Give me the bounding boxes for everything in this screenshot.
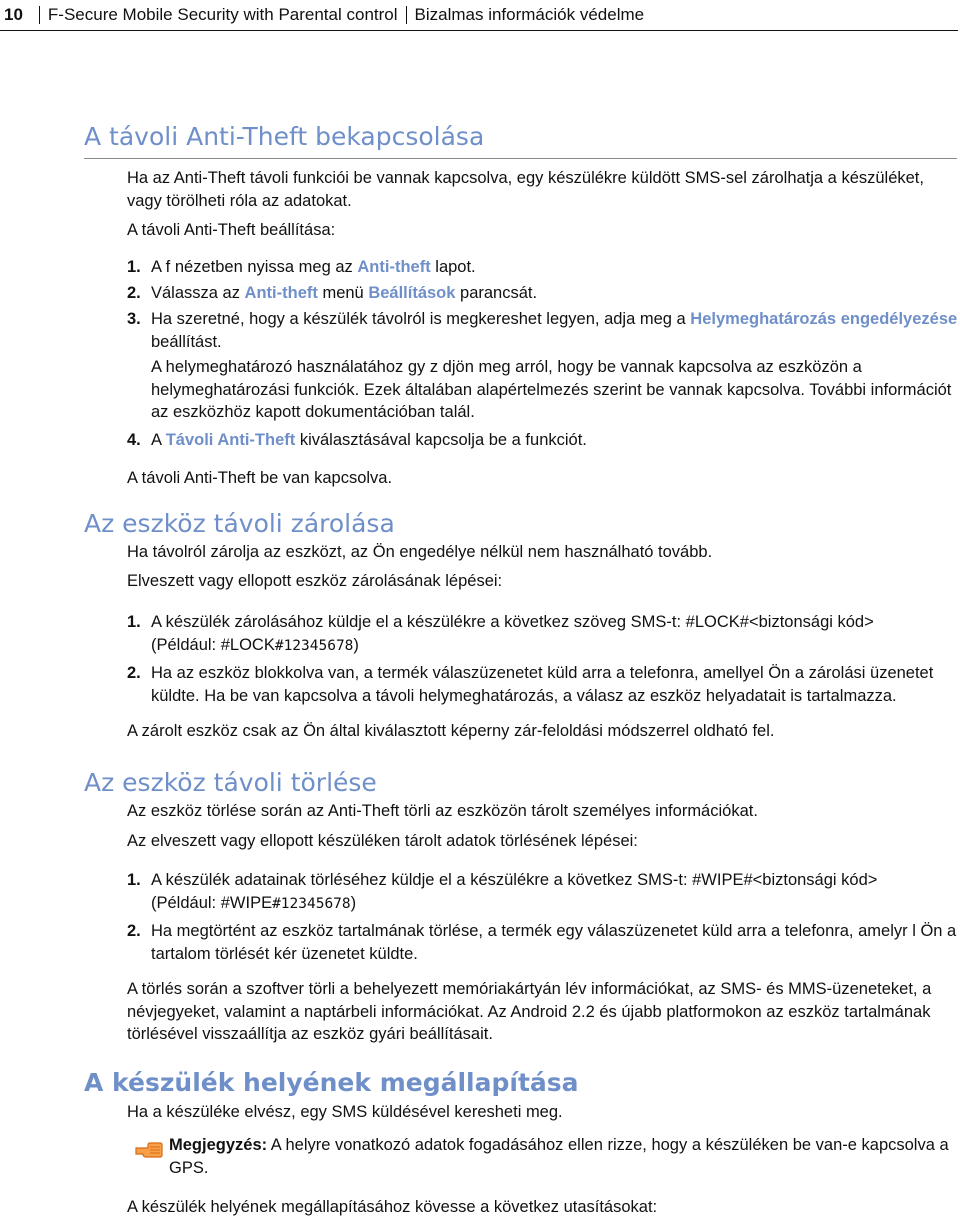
sms-example-code: #12345678	[274, 637, 354, 654]
paragraph: Ha távolról zárolja az eszközt, az Ön engedélye nélkül nem használható tovább.	[127, 543, 713, 561]
page-header	[4, 0, 954, 30]
pointing-hand-icon	[134, 1139, 166, 1161]
steps-label: Elveszett vagy ellopott eszköz zárolásának lépései:	[127, 572, 503, 590]
step-text: A készülék zárolásához küldje el a készülékre a következ szöveg SMS-t: #LOCK#<biztonsági kód> (Például: #LOCK#12345678)	[151, 613, 874, 654]
header-separator	[39, 6, 40, 24]
step-number: 3.	[127, 310, 141, 328]
step-text: A készülék adatainak törléséhez küldje el a készülékre a következ SMS-t: #WIPE#<biztonsági kód> (Például: #WIPE#12345678)	[151, 871, 878, 912]
step-number: 1.	[127, 871, 141, 889]
step-text: Ha az eszköz blokkolva van, a termék válaszüzenetet küld arra a telefonra, amellyel Ön a zárolási üzenetet küldte. Ha be van kapcsolva a távoli helymeghatározás, a válasz az eszköz helyadatait is tartalmazza.	[151, 664, 934, 705]
note	[169, 1134, 959, 1179]
step-text: Ha szeretné, hogy a készülék távolról is megkereshet legyen, adja meg a Helymeghatározás engedélyezése beállítást.	[151, 310, 958, 351]
step-text: A Távoli Anti-Theft kiválasztásával kapcsolja be a funkciót.	[151, 431, 587, 449]
list-item	[127, 869, 957, 915]
paragraph: Ha a készüléke elvész, egy SMS küldésével keresheti meg.	[127, 1103, 563, 1121]
step-number: 1.	[127, 613, 141, 631]
step-text: A f nézetben nyissa meg az Anti-theft lapot.	[151, 258, 476, 276]
step-number: 2.	[127, 664, 141, 682]
sms-example-code: #12345678	[272, 895, 351, 912]
note-text: A helyre vonatkozó adatok fogadásához ellen rizze, hogy a készüléken be van-e kapcsolva a GPS.	[169, 1136, 949, 1177]
ui-term: Anti-theft	[357, 258, 431, 276]
steps-label: A távoli Anti-Theft beállítása:	[127, 221, 336, 239]
step-number: 2.	[127, 284, 141, 302]
steps-label: Az elveszett vagy ellopott készüléken tárolt adatok törlésének lépései:	[127, 832, 638, 850]
header-section: Bizalmas információk védelme	[414, 5, 645, 24]
header-rule	[0, 30, 958, 31]
section-rule	[84, 158, 957, 159]
step-text: Válassza az Anti-theft menü Beállítások parancsát.	[151, 284, 538, 302]
section-title-remote-lock: Az eszköz távoli zárolása	[84, 509, 395, 538]
step-number: 4.	[127, 431, 141, 449]
paragraph: Az eszköz törlése során az Anti-Theft törli az eszközön tárolt személyes információkat.	[127, 802, 758, 820]
section-title-remote-anti-theft: A távoli Anti-Theft bekapcsolása	[84, 122, 485, 151]
paragraph: A zárolt eszköz csak az Ön által kiválasztott képerny zár-feloldási módszerrel oldható fel.	[127, 722, 775, 740]
step-text: Ha megtörtént az eszköz tartalmának törlése, a termék egy válaszüzenetet küld arra a telefonra, amelyr l Ön a tartalom törlését kér üzenetet küldte.	[151, 922, 957, 963]
step-note: A helymeghatározó használatához gy z djön meg arról, hogy be vannak kapcsolva az eszközön a helymeghatározási funkciók. Ezek általában alapértelmezés szerint be vannak kapcsolva. További információt az eszközhöz kapott dokumentációban talál.	[151, 358, 952, 421]
section-title-remote-wipe: Az eszköz távoli törlése	[84, 768, 377, 797]
ui-term: Távoli Anti-Theft	[165, 431, 296, 449]
note-label: Megjegyzés:	[169, 1136, 268, 1154]
paragraph: A távoli Anti-Theft be van kapcsolva.	[127, 469, 393, 487]
section-title-locate-device: A készülék helyének megállapítása	[84, 1068, 579, 1097]
header-separator	[406, 6, 407, 24]
step-number: 1.	[127, 258, 141, 276]
ui-term: Anti-theft	[244, 284, 318, 302]
header-product: F-Secure Mobile Security with Parental control	[47, 5, 398, 24]
ui-term: Helymeghatározás engedélyezése	[690, 310, 958, 328]
step-number: 2.	[127, 922, 141, 940]
paragraph: A törlés során a szoftver törli a behelyezett memóriakártyán lév információkat, az SMS- és MMS-üzeneteket, a névjegyeket, valamint a naptárbeli információkat. Az Android 2.2 és újabb platformokon az eszköz tartalmának törlésével visszaállítja az eszköz gyári beállításait.	[127, 980, 932, 1043]
list-item	[127, 611, 957, 657]
ui-term: Beállítások	[368, 284, 456, 302]
steps-label: A készülék helyének megállapításához kövesse a következ utasításokat:	[127, 1198, 658, 1216]
paragraph: Ha az Anti-Theft távoli funkciói be vannak kapcsolva, egy készülékre küldött SMS-sel zárolhatja a készüléket, vagy törölheti róla az adatokat.	[127, 169, 924, 210]
page-number: 10	[4, 5, 23, 24]
